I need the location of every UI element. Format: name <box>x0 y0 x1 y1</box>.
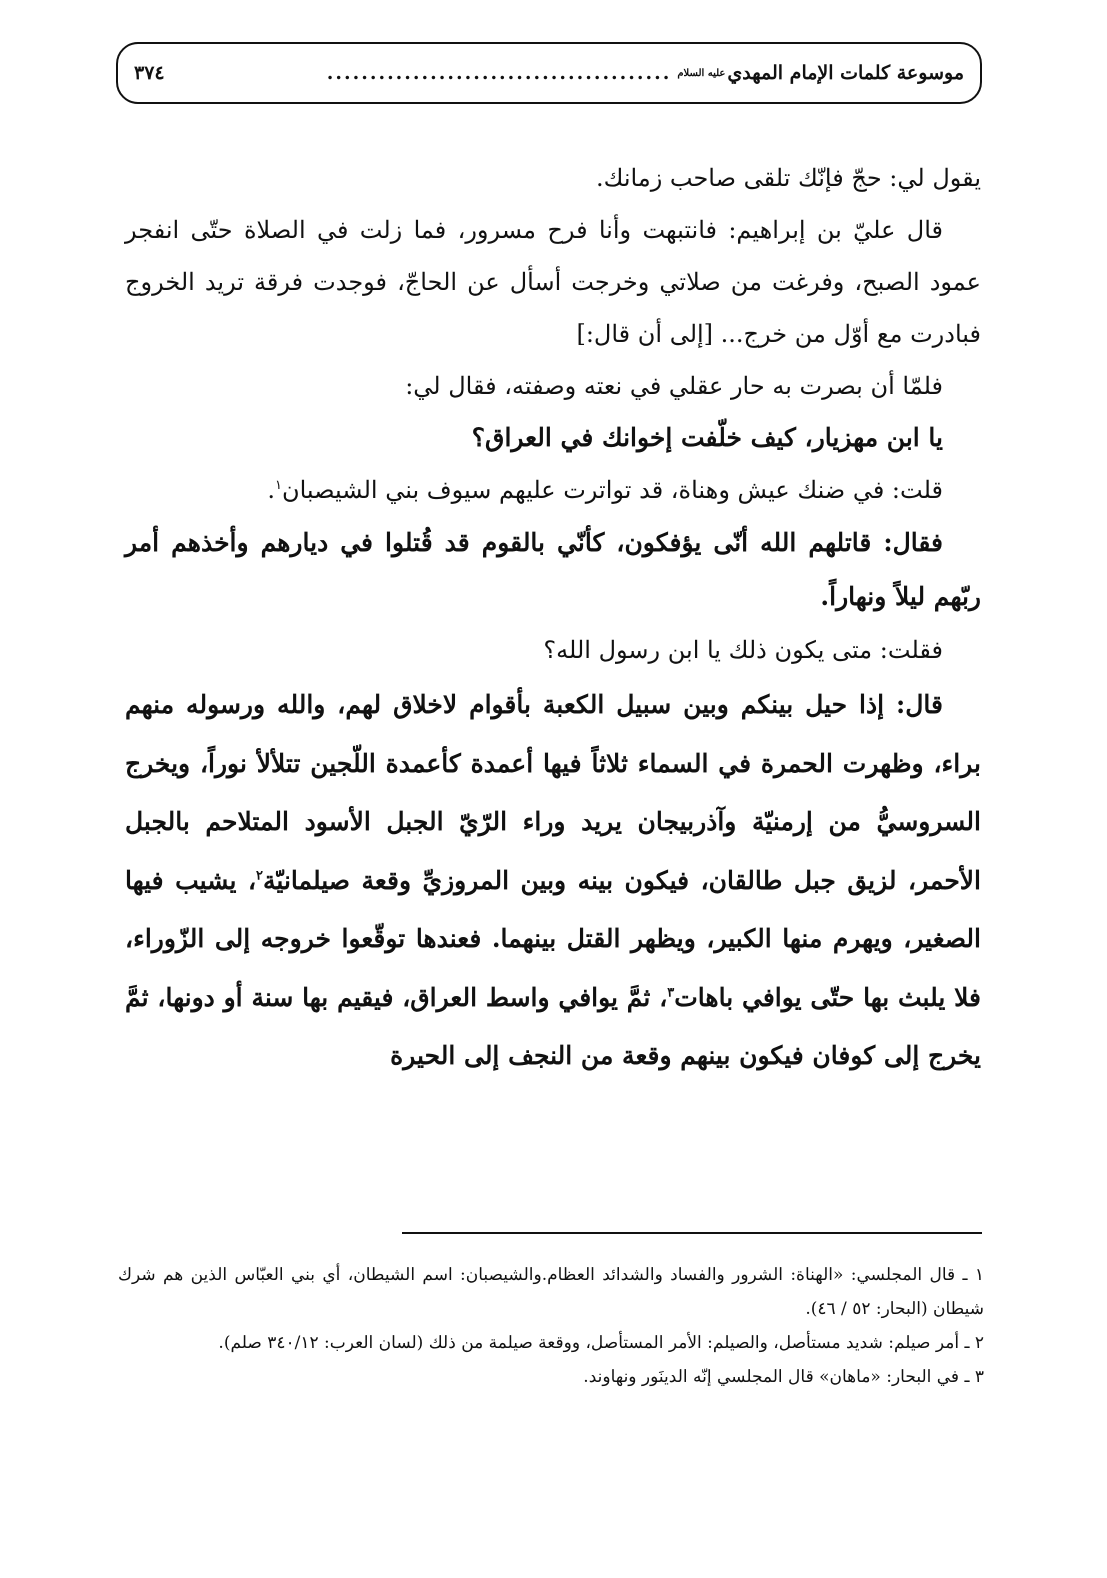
footnote: ٣ ـ في البحار: «ماهان» قال المجلسي إنّه الدينَور ونهاوند. <box>583 1367 984 1387</box>
paragraph: فلمّا أن بصرت به حار عقلي في نعته وصفته، فقال لي: <box>405 372 943 400</box>
paragraph-imam-question: يا ابن مهزيار، كيف خلّفت إخوانك في العراق؟ <box>471 423 943 452</box>
paragraph-tail: ، ثمَّ يوافي واسط العراق، فيقيم بها سنة أو دونها، ثمَّ يخرج إلى كوفان فيكون بينهم وقعة من النجف إلى الحيرة <box>125 982 981 1070</box>
footnote-ref: ٢ <box>256 868 264 884</box>
paragraph-text: قال: إذا حيل بينكم وبين سبيل الكعبة بأقوام لاخلاق لهم، والله ورسوله منهم براء، وظهرت الحمرة في السماء ثلاثاً فيها أعمدة كأعمدة اللّجين تتلألأ نوراً، ويخرج السروسيُّ من إرمنيّة وآذربيجان يريد وراء الرّيّ الجبل الأسود المتلاحم بالجبل الأحمر، لزيق جبل طالقان، فيكون بينه وبين المروزيِّ وقعة صيلمانيّة <box>125 690 981 895</box>
paragraph-text: قلت: في ضنك عيش وهناة، قد تواترت عليهم سيوف بني الشيصبان <box>281 476 943 504</box>
paragraph: قال عليّ بن إبراهيم: فانتبهت وأنا فرح مسرور، فما زلت في الصلاة حتّى انفجر عمود الصبح، وفرغت من صلاتي وخرجت أسأل عن الحاجّ، فوجدت فرقة تريد الخروج فبادرت مع أوّل من خرج... [إلى أن قال:] <box>125 216 981 348</box>
paragraph-tail: ، يشيب فيها الصغير، ويهرم منها الكبير، ويظهر القتل بينهما. فعندها توقّعوا خروجه إلى الزّوراء، فلا يلبث بها حتّى يوافي باهات <box>125 865 981 1012</box>
footnote: ٢ ـ أمر صيلم: شديد مستأصل، والصيلم: الأمر المستأصل، ووقعة صيلمة من ذلك (لسان العرب: ٣٤٠/١٢ صلم). <box>218 1333 984 1353</box>
footnote: ١ ـ قال المجلسي: «الهناة: الشرور والفساد والشدائد العظام.والشيصبان: اسم الشيطان، أي بني العبّاس الذين هم شرك شيطان (البحار: ٥٢ / ٤٦). <box>118 1265 984 1319</box>
footnote-separator <box>402 1232 982 1234</box>
paragraph: فقلت: متى يكون ذلك يا ابن رسول الله؟ <box>543 636 943 664</box>
honorific-glyph: عليه السلام <box>677 67 726 79</box>
paragraph-imam-answer <box>125 676 981 1086</box>
page-number: ٣٧٤ <box>134 62 165 84</box>
main-text <box>125 152 981 1086</box>
book-title: موسوعة كلمات الإمام المهدي <box>727 62 964 84</box>
paragraph-imam-answer: فقال: قاتلهم الله أنّى يؤفكون، كأنّي بالقوم قد قُتلوا في ديارهم وأخذهم أمر ربّهم ليلاً ونهاراً. <box>125 528 981 611</box>
footnote-ref: ٣ <box>667 985 675 1001</box>
paragraph: يقول لي: حجّ فإنّك تلقى صاحب زمانك. <box>595 164 981 192</box>
footnote-ref: ١ <box>274 478 282 493</box>
footnotes <box>118 1258 984 1394</box>
running-header <box>116 42 982 104</box>
leader-dots: ........................................ <box>326 62 672 84</box>
paragraph-tail: . <box>267 476 275 504</box>
paragraph <box>125 464 981 516</box>
